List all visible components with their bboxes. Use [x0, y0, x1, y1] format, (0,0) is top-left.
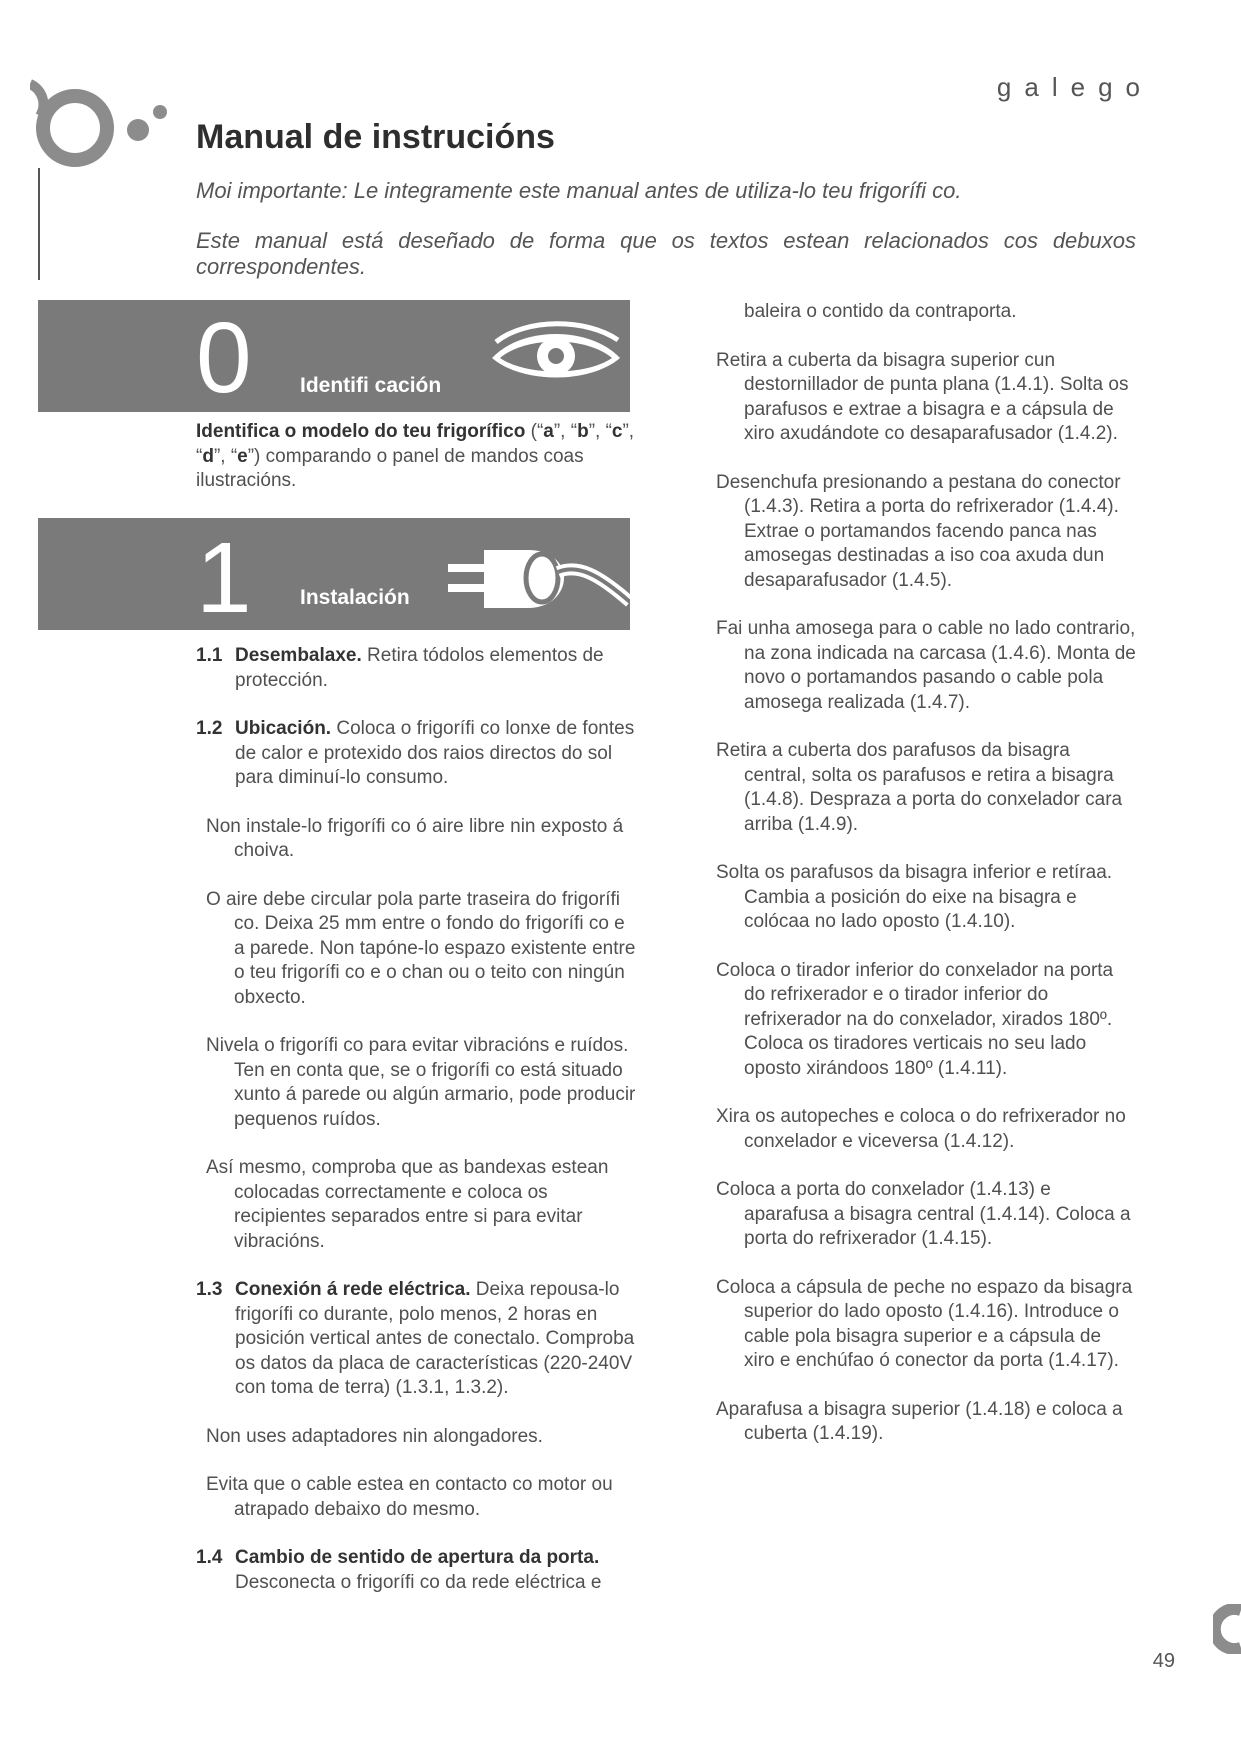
section-banner-identification: [38, 300, 630, 412]
language-label: galego: [996, 72, 1153, 102]
intro-description: Este manual está deseñado de forma que os textos estean relacionados cos debuxos correspondentes.: [196, 228, 1136, 279]
paragraph-adapters: Non uses adaptadores nin alongadores.: [206, 1425, 543, 1447]
paragraph-step-1: Retira a cuberta da bisagra superior cun destornillador de punta plana (1.4.1). Solta os parafusos e extrae a bisagra e a cápsula de xiro axudándote co desaparafusador (1.4.2).: [716, 349, 1129, 444]
margin-rule: [38, 168, 40, 280]
section-label: Instalación: [300, 586, 410, 609]
paragraph-step-3: Fai unha amosega para o cable no lado contrario, na zona indicada na carcasa (1.4.6). Monta de novo o portamandos pasando o cable pola amosega realizada (1.4.7).: [716, 618, 1136, 713]
section-number: 0: [196, 302, 252, 412]
plug-icon: [448, 524, 630, 630]
paragraph-step-9: Coloca a cápsula de peche no espazo da bisagra superior do lado oposto (1.4.16). Introduce o cable pola bisagra superior e a cápsula de xiro e enchúfao ó conector da porta (1.4.17).: [716, 1276, 1133, 1371]
corner-mark-icon: [1213, 1604, 1241, 1654]
left-column: [196, 644, 636, 1619]
paragraph-level: Nivela o frigorífi co para evitar vibracións e ruídos. Ten en conta que, se o frigorífi co está situado xunto á parede ou algún armario, pode producir pequenos ruídos.: [206, 1035, 636, 1130]
paragraph-outdoor: Non instale-lo frigorífi co ó aire libre nin exposto á choiva.: [206, 815, 624, 861]
section-label: Identifi cación: [300, 374, 442, 397]
intro-important: Moi importante: Le integramente este manual antes de utiliza-lo teu frigorífi co.: [196, 178, 962, 203]
eye-icon: [486, 316, 626, 396]
section-1-3: 1.3 Conexión á rede eléctrica. Deixa repousa-lo frigorífi co durante, polo menos, 2 horas en posición vertical antes de conectalo. Comproba os datos da placa de características (220-240V con toma de terra) (1.3.1, 1.3.2).: [196, 1279, 635, 1398]
paragraph-air: O aire debe circular pola parte traseira do frigorífi co. Deixa 25 mm entre o fondo do frigorífi co e a parede. Non tapóne-lo espazo existente entre o teu frigorífi co e o chan ou o teito con ningún obxecto.: [206, 888, 636, 1008]
paragraph-cable: Evita que o cable estea en contacto co motor ou atrapado debaixo do mesmo.: [206, 1474, 613, 1520]
page-number: 49: [1152, 1650, 1175, 1672]
section-1-1: 1.1 Desembalaxe. Retira tódolos elementos de protección.: [196, 645, 604, 691]
identification-text: Identifica o modelo do teu frigorífico (“a”, “b”, “c”, “d”, “e”) comparando o panel de mandos coas ilustracións.: [196, 421, 635, 491]
paragraph-step-10: Aparafusa a bisagra superior (1.4.18) e coloca a cuberta (1.4.19).: [716, 1398, 1123, 1444]
paragraph-step-8: Coloca a porta do conxelador (1.4.13) e aparafusa a bisagra central (1.4.14). Coloca a porta do refrixerador (1.4.15).: [716, 1179, 1131, 1249]
paragraph-continued: baleira o contido da contraporta.: [744, 301, 1017, 322]
right-column: [716, 300, 1136, 1471]
paragraph-step-7: Xira os autopeches e coloca o do refrixerador no conxelador e viceversa (1.4.12).: [716, 1106, 1126, 1152]
section-banner-installation: [38, 518, 630, 630]
section-1-4: 1.4 Cambio de sentido de apertura da porta. Desconecta o frigorífi co da rede eléctrica e: [196, 1547, 602, 1593]
paragraph-step-2: Desenchufa presionando a pestana do conector (1.4.3). Retira a porta do refrixerador (1.4.4). Extrae o portamandos facendo panca nas amosegas destinadas a iso coa axuda dun desaparafusador (1.4.5).: [716, 471, 1121, 591]
section-1-2: 1.2 Ubicación. Coloca o frigorífi co lonxe de fontes de calor e protexido dos raios directos do sol para diminuí-lo consumo.: [196, 718, 635, 788]
page-title: Manual de instrucións: [196, 118, 555, 156]
paragraph-step-5: Solta os parafusos da bisagra inferior e retíraa. Cambia a posición do eixe na bisagra e colócaa no lado oposto (1.4.10).: [716, 862, 1113, 932]
brand-logo-icon: [30, 70, 180, 180]
paragraph-step-6: Coloca o tirador inferior do conxelador na porta do refrixerador e o tirador inferior do refrixerador na do conxelador, xirados 180º. Coloca os tiradores verticais no seu lado oposto xirándoos 180º (1.4.11).: [716, 959, 1114, 1079]
section-number: 1: [196, 522, 252, 630]
paragraph-trays: Así mesmo, comproba que as bandexas estean colocadas correctamente e coloca os recipientes separados entre si para evitar vibracións.: [206, 1157, 609, 1252]
paragraph-step-4: Retira a cuberta dos parafusos da bisagra central, solta os parafusos e retira a bisagra (1.4.8). Despraza a porta do conxelador cara arriba (1.4.9).: [716, 740, 1123, 835]
